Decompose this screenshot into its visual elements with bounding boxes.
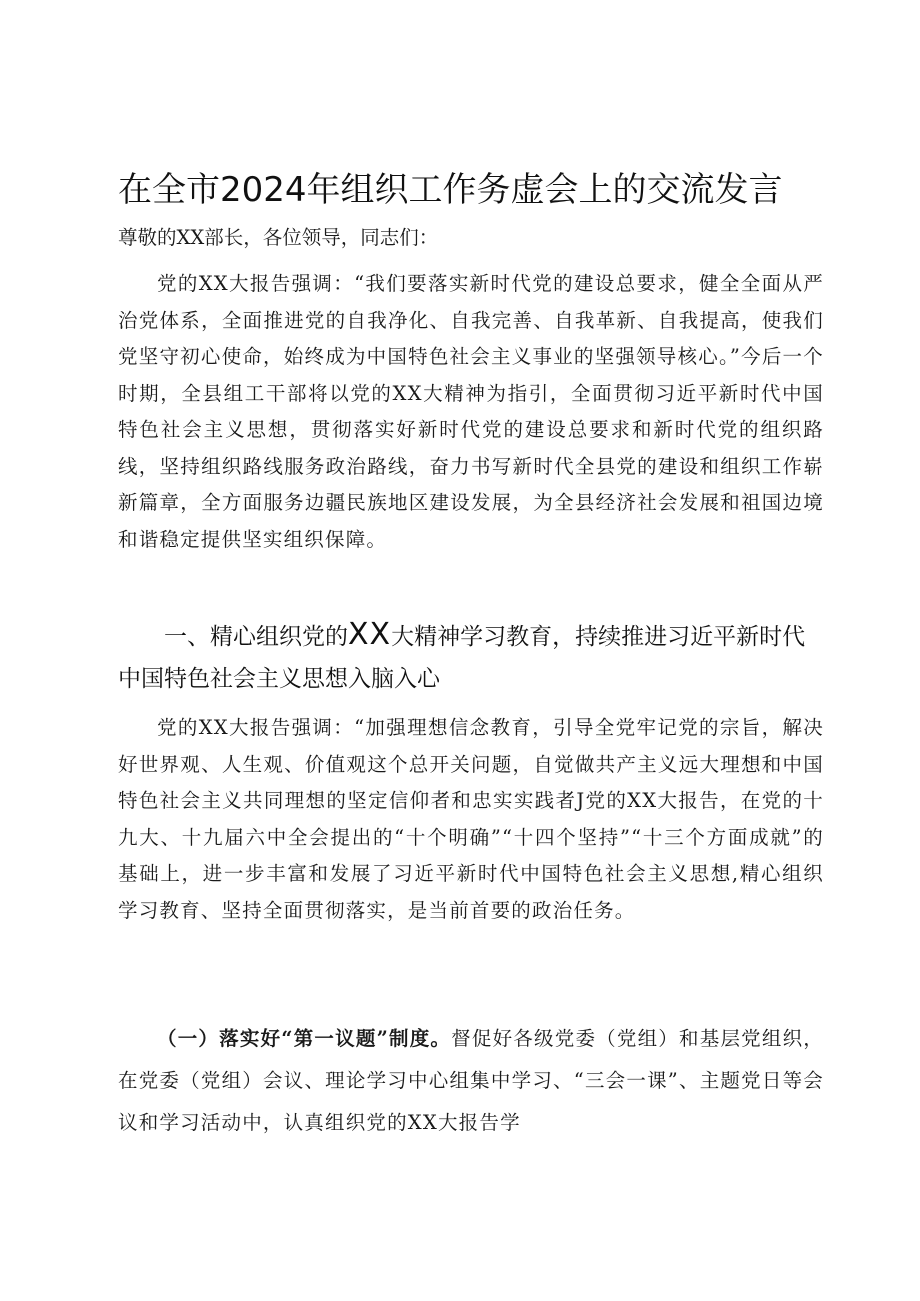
section-heading-1-suffix: 大精神学习教育，持续推进习近平新时代中国特色社会主义思想入脑入心 xyxy=(118,624,806,692)
paragraph-intro: 党的XX大报告强调：“我们要落实新时代党的建设总要求，健全全面从严治党体系，全面推进党的自我净化、自我完善、自我革新、自我提高，使我们党坚守初心使命，始终成为中国特色社会主义事业的坚强领导核心。”今后一个时期，全县组工干部将以党的XX大精神为指引，全面贯彻习近平新时代中国特色社会主义思想，贯彻落实好新时代党的建设总要求和新时代党的组织路线，坚持组织路线服务政治路线，奋力书写新时代全县党的建设和组织工作崭新篇章，全方面服务边疆民族地区建设发展，为全县经济社会发展和祖国边境和谐稳定提供坚实组织保障。 xyxy=(118,272,824,551)
subsection-1-lead: （一）落实好“第一议题”制度。 xyxy=(157,1027,452,1050)
section-heading-1-prefix: 一、精心组织党的 xyxy=(164,624,348,650)
paragraph-subsection-1 xyxy=(118,1018,824,1144)
section-heading-1 xyxy=(118,614,828,700)
section-heading-1-xx: XX xyxy=(348,617,392,652)
document-title: 在全市2024年组织工作务虚会上的交流发言 xyxy=(118,170,783,210)
paragraph-section-1: 党的XX大报告强调：“加强理想信念教育，引导全党牢记党的宗旨，解决好世界观、人生观、价值观这个总开关问题，自觉做共产主义远大理想和中国特色社会主义共同理想的坚定信仰者和忠实实践者J党的XX大报告，在党的十九大、十九届六中全会提出的“十个明确”“十四个坚持”“十三个方面成就”的基础上，进一步丰富和发展了习近平新时代中国特色社会主义思想,精心组织学习教育、坚持全面贯彻落实，是当前首要的政治任务。 xyxy=(118,716,824,922)
subsection-1-body: 督促好各级党委（党组）和基层党组织，在党委（党组）会议、理论学习中心组集中学习、“三会一课”、主题党日等会议和学习活动中，认真组织党的XX大报告学 xyxy=(118,1027,824,1134)
salutation: 尊敬的XX部长，各位领导，同志们： xyxy=(118,226,439,249)
